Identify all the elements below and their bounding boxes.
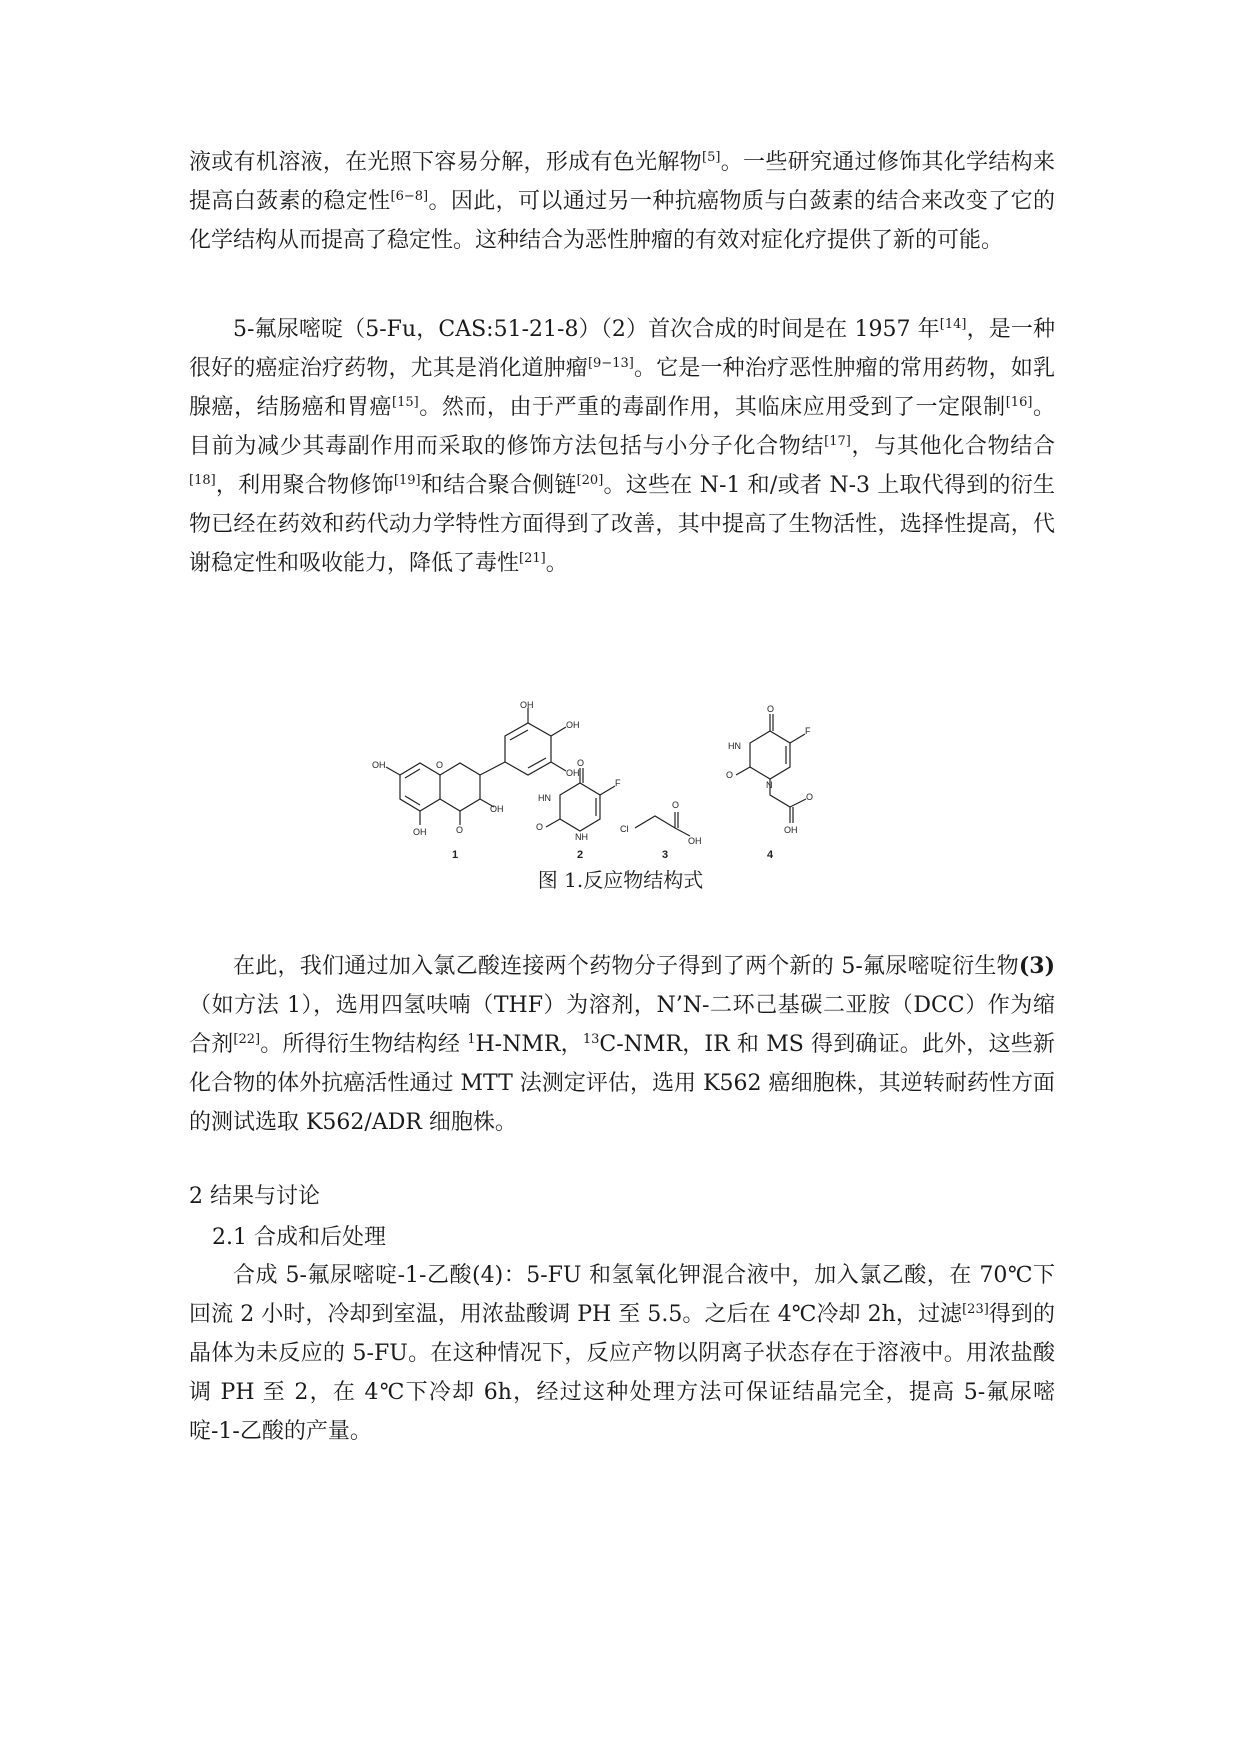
atom-label-o: O <box>767 704 775 714</box>
compound-1-a-ring <box>400 763 440 811</box>
atom-label-f: F <box>615 778 621 788</box>
reactant-structures-figure <box>370 700 890 860</box>
compound-number-1: 1 <box>452 849 459 860</box>
atom-label-o: O <box>536 822 544 832</box>
compound-4-ring <box>750 731 790 779</box>
atom-label-hn: HN <box>538 793 551 803</box>
compound-3-chain <box>635 812 690 836</box>
paragraph-synthesis-overview: 在此，我们通过加入氯乙酸连接两个药物分子得到了两个新的 5-氟尿嘧啶衍生物(3)（如方法 1），选用四氢呋喃（THF）为溶剂，N’N-二环己基碳二亚胺（DCC）作为缩合剂[22]。所得衍生物结构经 $^1$H-NMR，$^{13}$C-NMR，IR 和 MS 得到确证。此外，这些新化合物的体外抗癌活性通过 MTT 法测定评估，选用 K562 癌细胞株，其逆转耐药性方面的测试选取 K562/ADR 细胞株。 <box>189 953 1055 1135</box>
compound-number-2: 2 <box>577 849 584 860</box>
atom-label-f: F <box>805 726 811 736</box>
paragraph-intro-continued: 液或有机溶液，在光照下容易分解，形成有色光解物[5]。一些研究通过修饰其化学结构来提高白蔹素的稳定性[6−8]。因此，可以通过另一种抗癌物质与白蔹素的结合来改变了它的化学结构从而提高了稳定性。这种结合为恶性肿瘤的有效对症化疗提供了新的可能。 <box>189 150 1055 253</box>
compound-number-3: 3 <box>662 849 669 860</box>
compound-number-4: 4 <box>767 849 774 860</box>
atom-label-nh: NH <box>575 832 588 842</box>
section-heading-results: 2 结果与讨论 <box>189 1184 320 1209</box>
paragraph-5fu: 5-氟尿嘧啶（5-Fu，CAS:51-21-8）（2）首次合成的时间是在 1957 年[14]，是一种很好的癌症治疗药物，尤其是消化道肿瘤[9−13]。它是一种治疗恶性肿瘤的常用药物，如乳腺癌，结肠癌和胃癌[15]。然而，由于严重的毒副作用，其临床应用受到了一定限制[16]。目前为减少其毒副作用而采取的修饰方法包括与小分子化合物结[17]，与其他化合物结合[18]，利用聚合物修饰[19]和结合聚合侧链[20]。这些在 N-1 和/或者 N-3 上取代得到的衍生物已经在药效和药代动力学特性方面得到了改善，其中提高了生物活性，选择性提高，代谢稳定性和吸收能力，降低了毒性[21]。 <box>189 317 1055 576</box>
atom-label-o: O <box>577 758 585 768</box>
atom-label-o: O <box>672 800 680 810</box>
atom-label-oh: OH <box>688 836 702 846</box>
atom-label-n: N <box>766 780 773 790</box>
compound-2-ring <box>560 783 600 831</box>
compound-1-c-ring <box>440 763 480 811</box>
compound-1-b-ring <box>480 723 551 775</box>
atom-label-oh: OH <box>566 768 580 778</box>
figure-caption: 图 1.反应物结构式 <box>537 868 704 892</box>
atom-label-oh: OH <box>784 825 798 835</box>
subsection-heading-synthesis: 2.1 合成和后处理 <box>212 1225 386 1250</box>
atom-label-oh: OH <box>413 827 427 837</box>
atom-label-oh: OH <box>566 720 580 730</box>
atom-label-oh: OH <box>372 760 386 770</box>
atom-label-cl: Cl <box>620 824 629 834</box>
atom-label-o: O <box>806 792 814 802</box>
atom-label-hn: HN <box>728 741 741 751</box>
atom-label-o: O <box>436 760 444 770</box>
atom-label-o: O <box>456 825 464 835</box>
atom-label-oh: OH <box>490 804 504 814</box>
paragraph-synthesis-procedure: 合成 5-氟尿嘧啶-1-乙酸(4)：5-FU 和氢氧化钾混合液中，加入氯乙酸，在 70℃下回流 2 小时，冷却到室温，用浓盐酸调 PH 至 5.5。之后在 4℃冷却 2h，过滤[23]得到的晶体为未反应的 5-FU。在这种情况下，反应产物以阴离子状态存在于溶液中。用浓盐酸调 PH 至 2，在 4℃下冷却 6h，经过这种处理方法可保证结晶完全，提高 5-氟尿嘧啶-1-乙酸的产量。 <box>189 1263 1055 1444</box>
atom-label-oh: OH <box>520 700 534 710</box>
atom-label-o: O <box>726 770 734 780</box>
